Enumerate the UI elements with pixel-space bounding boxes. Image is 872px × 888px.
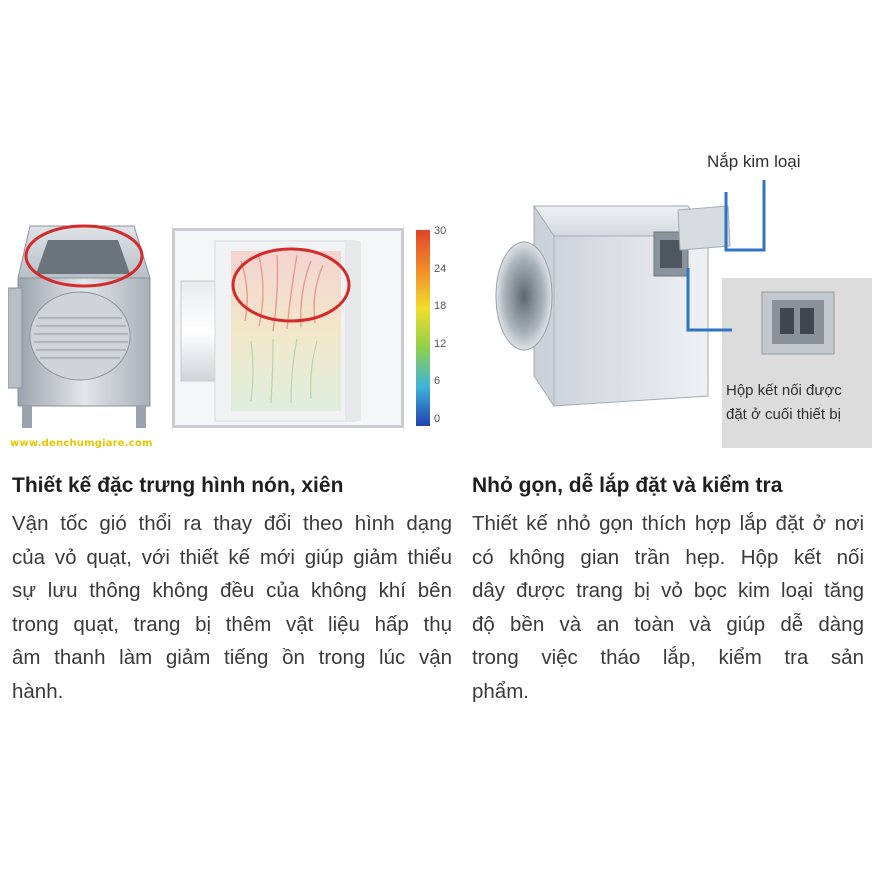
left-section-heading: Thiết kế đặc trưng hình nón, xiên xyxy=(12,474,344,497)
right-line-4: độ bền và an toàn và giúp dễ dàng xyxy=(472,612,864,636)
watermark-text: www.denchumgiare.com xyxy=(10,438,153,449)
junction-box-label-line1: Hộp kết nối được xyxy=(726,382,842,399)
left-line-1: Vận tốc gió thổi ra thay đổi theo hình dạng xyxy=(12,512,452,535)
color-scale-tick-label: 24 xyxy=(434,262,447,275)
right-section-paragraph xyxy=(472,507,864,708)
color-scale-bar xyxy=(414,228,464,428)
left-line-4: trong quạt, trang bị thêm vật liệu hấp thụ xyxy=(12,612,452,636)
right-line-3: dây được trang bị vỏ bọc kim loại tăng xyxy=(472,579,864,602)
left-line-3: sự lưu thông không đều của không khí bên xyxy=(12,579,452,602)
right-line-5: trong việc tháo lắp, kiểm tra sản xyxy=(472,646,864,669)
metal-lid-label: Nắp kim loại xyxy=(707,152,801,171)
right-section-heading: Nhỏ gọn, dễ lắp đặt và kiểm tra xyxy=(472,474,783,497)
compact-fan-box-illustration xyxy=(478,196,748,410)
right-line-6: phẩm. xyxy=(472,679,529,703)
color-scale-tick-label: 6 xyxy=(434,375,441,388)
junction-box-label-line2: đặt ở cuối thiết bị xyxy=(726,406,841,423)
airflow-simulation-graphic xyxy=(175,231,401,425)
fan-cutaway-illustration xyxy=(8,218,160,430)
right-line-2: có không gian trần hẹp. Hộp kết nối xyxy=(472,545,864,569)
airflow-simulation-panel xyxy=(172,228,404,428)
color-scale-tick-label: 18 xyxy=(434,300,447,313)
color-scale-tick-label: 12 xyxy=(434,337,447,350)
left-line-2: của vỏ quạt, với thiết kế mới giúp giảm thiểu xyxy=(12,545,452,569)
junction-box-closeup xyxy=(722,278,872,378)
left-line-5: âm thanh làm giảm tiếng ồn trong lúc vận xyxy=(12,646,452,669)
color-scale-tick-label: 0 xyxy=(434,413,441,425)
left-line-6: hành. xyxy=(12,679,64,703)
left-section-paragraph xyxy=(12,507,452,708)
color-scale-legend xyxy=(414,225,464,428)
right-line-1: Thiết kế nhỏ gọn thích hợp lắp đặt ở nơi xyxy=(472,512,864,535)
color-scale-tick-label: 30 xyxy=(434,225,447,237)
